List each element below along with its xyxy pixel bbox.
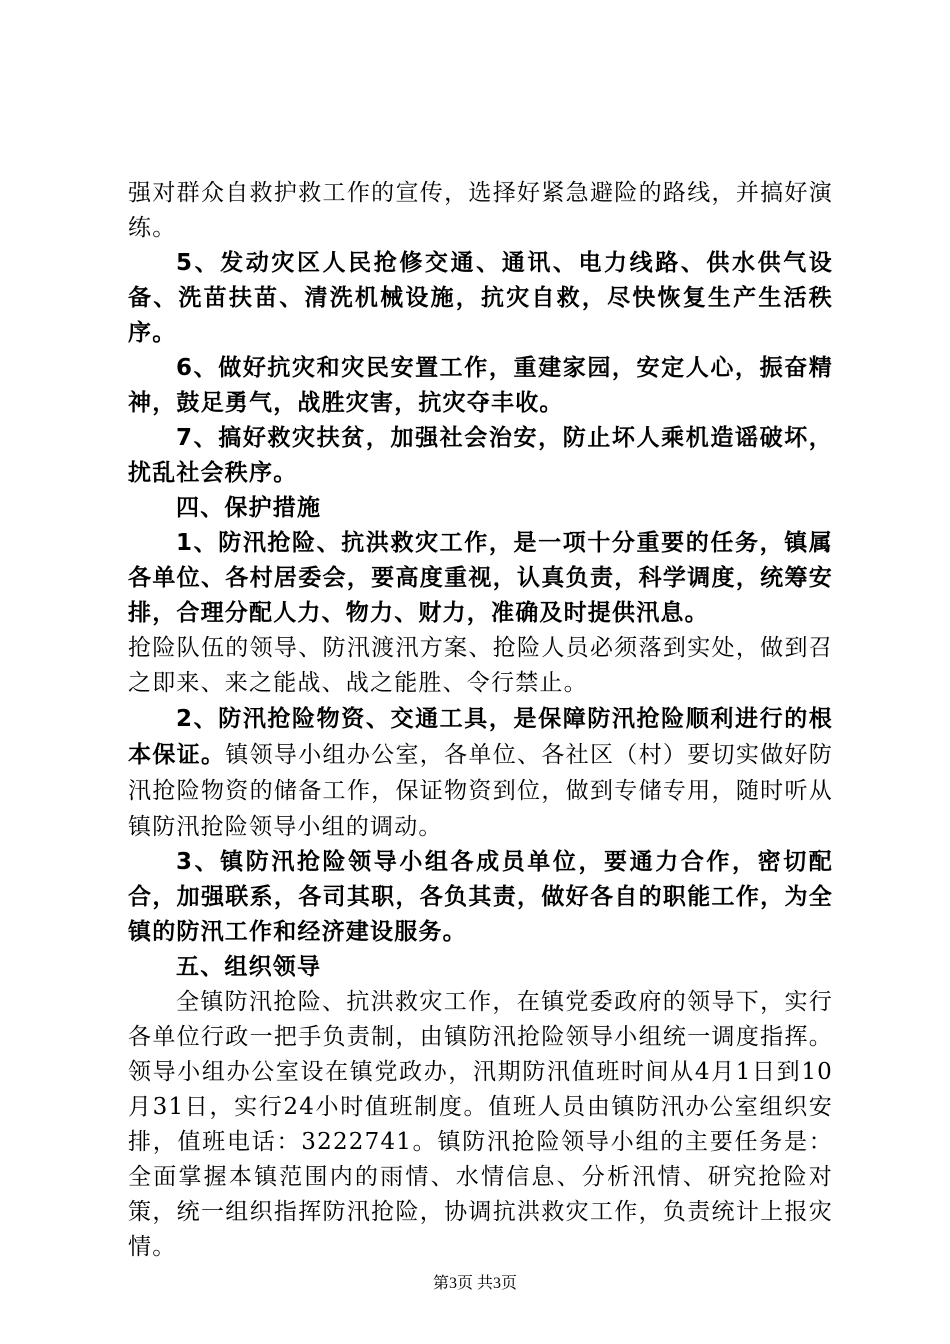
paragraph-8-continuation: 镇领导小组办公室，各单位、各社区（村）要切实做好防汛抢险物资的储备工作，保证物资到位，做到专储专用，随时听从镇防汛抢险领导小组的调动。: [128, 742, 833, 840]
paragraph-11: 全镇防汛抢险、抗洪救灾工作，在镇党委政府的领导下，实行各单位行政一把手负责制，由镇防汛抢险领导小组统一调度指挥。领导小组办公室设在镇党政办，汛期防汛值班时间从4月1日到10月31日，实行24小时值班制度。值班人员由镇防汛办公室组织安排，值班电话：3222741。镇防汛抢险领导小组的主要任务是：全面掌握本镇范围内的雨情、水情信息、分析汛情、研究抢险对策，统一组织指挥防汛抢险，协调抗洪救灾工作，负责统计上报灾情。: [128, 989, 833, 1260]
paragraph-3: 6、做好抗灾和灾民安置工作，重建家园，安定人心，振奋精神，鼓足勇气，战胜灾害，抗灾夺丰收。: [128, 355, 833, 416]
paragraph-1: 强对群众自救护救工作的宣传，选择好紧急避险的路线，并搞好演练。: [128, 180, 833, 241]
paragraph-2: 5、发动灾区人民抢修交通、通讯、电力线路、供水供气设备、洗苗扶苗、清洗机械设施，抗灾自救，尽快恢复生产生活秩序。: [128, 250, 833, 346]
section-heading-leadership: 五、组织领导: [176, 954, 322, 980]
paragraph-8: [128, 701, 833, 845]
document-body: [128, 176, 833, 1265]
paragraph-6: 1、防汛抢险、抗洪救灾工作，是一项十分重要的任务，镇属各单位、各村居委会，要高度重视，认真负责，科学调度，统筹安排，合理分配人力、物力、财力，准确及时提供汛息。: [128, 530, 833, 626]
paragraph-8-lead: 2、防汛抢险物资、交通工具，是保障防汛抢险顺利进行的根本保证。: [128, 706, 833, 768]
paragraph-4: 7、搞好救灾扶贫，加强社会治安，防止坏人乘机造谣破坏，扰乱社会秩序。: [128, 425, 833, 486]
paragraph-7: 抢险队伍的领导、防汛渡汛方案、抢险人员必须落到实处，做到召之即来、来之能战、战之能胜、令行禁止。: [128, 635, 833, 696]
page-footer: 第3页 共3页: [432, 1275, 517, 1292]
section-heading-protection: 四、保护措施: [176, 495, 322, 521]
paragraph-9: 3、镇防汛抢险领导小组各成员单位，要通力合作，密切配合，加强联系，各司其职，各负其责，做好各自的职能工作，为全镇的防汛工作和经济建设服务。: [128, 849, 833, 945]
